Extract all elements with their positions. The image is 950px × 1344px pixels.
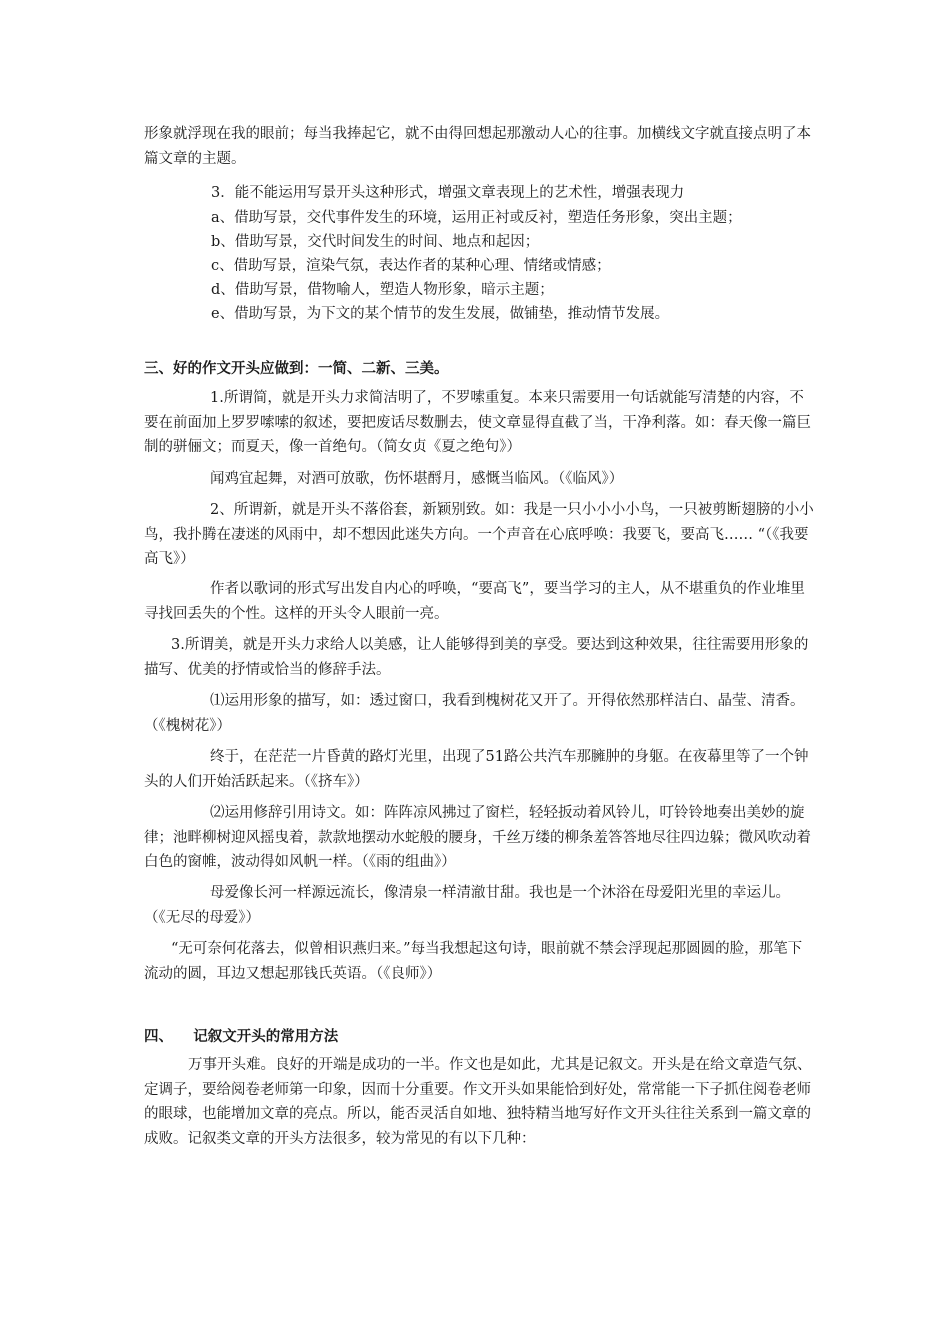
section-3-paragraph-7: 终于，在茫茫一片昏黄的路灯光里，出现了51路公共汽车那臃肿的身躯。在夜幕里等了一个钟头的人们开始活跃起来。（《挤车》） bbox=[144, 749, 809, 790]
list-item-d: d、借助写景，借物喻人，塑造人物形象，暗示主题； bbox=[211, 282, 554, 298]
section-3-paragraph-3: 2、所谓新，就是开头不落俗套，新颖别致。如：我是一只小小小小鸟，一只被剪断翅膀的小小鸟，我扑腾在凄迷的风雨中，却不想因此迷失方向。一个声音在心底呼唤：我要飞，要高飞…… “（《我要高飞》） bbox=[144, 502, 814, 567]
section-3-paragraph-9: 母爱像长河一样源远流长，像清泉一样清澈甘甜。我也是一个沐浴在母爱阳光里的幸运儿。（《无尽的母爱》） bbox=[144, 885, 790, 926]
section-3-paragraph-5: 3.所谓美，就是开头力求给人以美感，让人能够得到美的享受。要达到这种效果，往往需要用形象的描写、优美的抒情或恰当的修辞手法。 bbox=[144, 637, 809, 678]
list-item-e: e、借助写景，为下文的某个情节的发生发展，做铺垫，推动情节发展。 bbox=[211, 306, 670, 322]
item-3-line: 3．能不能运用写景开头这种形式，增强文章表现上的艺术性，增强表现力 bbox=[211, 185, 685, 201]
section-3-heading: 三、好的作文开头应做到：一简、二新、三美。 bbox=[144, 360, 449, 377]
section-4-heading: 四、 记叙文开头的常用方法 bbox=[144, 1028, 339, 1045]
list-item-b: b、借助写景，交代时间发生的时间、地点和起因； bbox=[211, 234, 540, 250]
section-3-paragraph-1: 1.所谓简，就是开头力求简洁明了，不罗嗦重复。本来只需要用一句话就能写清楚的内容，不要在前面加上罗罗嗦嗦的叙述，要把废话尽数删去，使文章显得直截了当，干净利落。如：春天像一篇巨制的骈俪文；而夏天，像一首绝句。（简女贞《夏之绝句》） bbox=[144, 390, 811, 455]
section-3-paragraph-2: 闻鸡宜起舞，对酒可放歌，伤怀堪酹月，感慨当临风。（《临风》） bbox=[210, 471, 624, 487]
list-item-c: c、借助写景，渲染气氛，表达作者的某种心理、情绪或情感； bbox=[211, 258, 611, 274]
section-3-paragraph-6: ⑴运用形象的描写，如：透过窗口，我看到槐树花又开了。开得依然那样洁白、晶莹、清香。（《槐树花》） bbox=[144, 693, 805, 734]
section-3-paragraph-8: ⑵运用修辞引用诗文。如：阵阵凉风拂过了窗栏，轻轻扳动着风铃儿，叮铃铃地奏出美妙的旋律；池畔柳树迎风摇曳着，款款地摆动水蛇般的腰身，千丝万缕的柳条羞答答地尽往四边躲；微风吹动着白色的窗帷，波动得如风帆一样。（《雨的组曲》） bbox=[144, 805, 811, 870]
section-3-paragraph-10: “无可奈何花落去，似曾相识燕归来。”每当我想起这句诗，眼前就不禁会浮现起那圆圆的脸，那笔下流动的圆，耳边又想起那钱氏英语。（《良师》） bbox=[144, 941, 803, 982]
section-4-paragraph-1: 万事开头难。良好的开端是成功的一半。作文也是如此，尤其是记叙文。开头是在给文章造气氛、定调子，要给阅卷老师第一印象，因而十分重要。作文开头如果能恰到好处，常常能一下子抓住阅卷老师的眼球，也能增加文章的亮点。所以，能否灵活自如地、独特精当地写好作文开头往往关系到一篇文章的成败。记叙类文章的开头方法很多，较为常见的有以下几种： bbox=[144, 1057, 812, 1147]
intro-paragraph: 形象就浮现在我的眼前；每当我捧起它，就不由得回想起那激动人心的往事。加横线文字就直接点明了本篇文章的主题。 bbox=[144, 126, 811, 167]
list-item-a: a、借助写景，交代事件发生的环境，运用正衬或反衬，塑造任务形象，突出主题； bbox=[211, 210, 742, 226]
section-3-paragraph-4: 作者以歌词的形式写出发自内心的呼唤，“要高飞”，要当学习的主人，从不堪重负的作业堆里寻找回丢失的个性。这样的开头令人眼前一亮。 bbox=[144, 581, 805, 622]
